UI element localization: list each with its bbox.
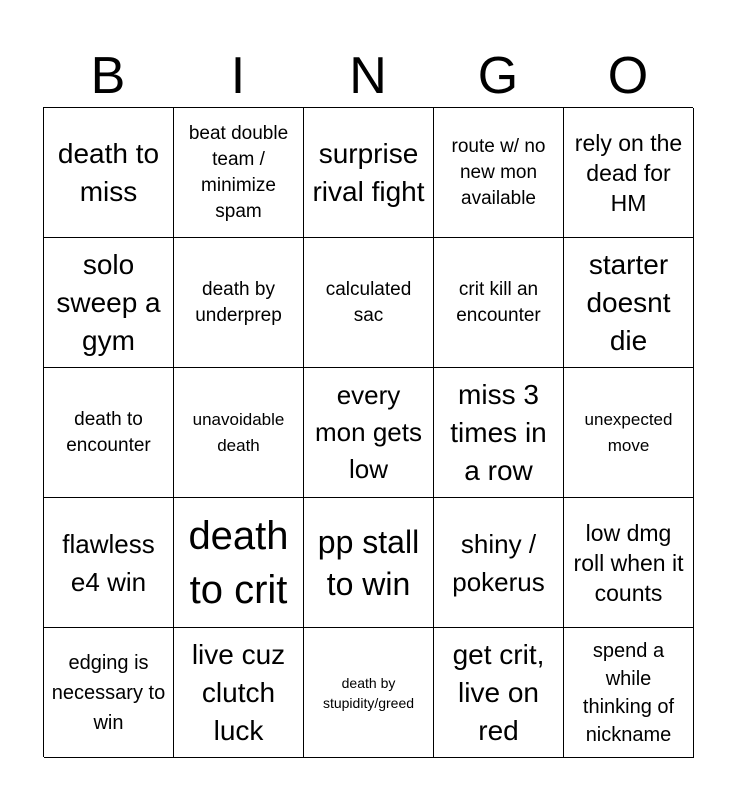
cell-text: route w/ no new mon available [451, 135, 546, 209]
bingo-cell[interactable] [564, 368, 694, 498]
cell-text: death by stupidity/greed [322, 674, 415, 711]
bingo-cell[interactable] [304, 108, 434, 238]
cell-text: death by underprep [195, 278, 282, 326]
cell-text: live cuz clutch luck [191, 638, 286, 746]
bingo-cell[interactable] [564, 238, 694, 368]
cell-text: calculated sac [325, 278, 412, 326]
header-letter-g: G [477, 47, 519, 105]
bingo-cell[interactable] [564, 498, 694, 628]
header-letter-o: O [607, 47, 649, 105]
bingo-cell[interactable] [304, 628, 434, 758]
bingo-cell[interactable] [44, 628, 174, 758]
bingo-cell[interactable] [174, 628, 304, 758]
cell-text: miss 3 times in a row [450, 378, 547, 486]
bingo-cell[interactable] [434, 368, 564, 498]
cell-text: low dmg roll when it counts [573, 519, 684, 606]
cell-text: pp stall to win [317, 523, 420, 602]
bingo-cell[interactable] [304, 368, 434, 498]
bingo-cell[interactable] [564, 108, 694, 238]
bingo-cell[interactable] [174, 108, 304, 238]
cell-text: death to miss [57, 137, 160, 207]
cell-text: shiny / pokerus [452, 528, 545, 597]
cell-text: get crit, live on red [452, 638, 545, 746]
bingo-cell[interactable] [564, 628, 694, 758]
cell-text: unexpected move [584, 409, 673, 455]
cell-text: death to crit [188, 513, 289, 612]
cell-text: death to encounter [66, 408, 151, 456]
bingo-cell[interactable] [44, 368, 174, 498]
bingo-cell[interactable] [44, 498, 174, 628]
bingo-cell[interactable] [434, 108, 564, 238]
cell-text: surprise rival fight [312, 137, 425, 207]
bingo-header [43, 48, 693, 104]
bingo-cell[interactable] [434, 498, 564, 628]
header-letter-b: B [90, 47, 126, 105]
bingo-grid [43, 107, 693, 757]
bingo-cell[interactable] [44, 108, 174, 238]
header-letter-n: N [349, 47, 387, 105]
bingo-cell[interactable] [434, 238, 564, 368]
cell-text: unavoidable death [192, 409, 285, 455]
bingo-cell[interactable] [304, 238, 434, 368]
bingo-cell[interactable] [174, 498, 304, 628]
cell-text: crit kill an encounter [456, 278, 541, 326]
bingo-cell[interactable] [44, 238, 174, 368]
cell-text: spend a while thinking of nickname [582, 639, 675, 746]
header-letter-i: I [230, 47, 246, 105]
bingo-cell[interactable] [174, 238, 304, 368]
cell-text: starter doesnt die [586, 248, 671, 356]
cell-text: every mon gets low [315, 380, 422, 484]
cell-text: solo sweep a gym [56, 248, 161, 356]
cell-text: beat double team / minimize spam [188, 122, 289, 222]
cell-text: rely on the dead for HM [574, 129, 683, 216]
bingo-cell[interactable] [304, 498, 434, 628]
bingo-cell[interactable] [434, 628, 564, 758]
cell-text: flawless e4 win [62, 528, 155, 597]
bingo-cell[interactable] [174, 368, 304, 498]
cell-text: edging is necessary to win [51, 651, 166, 734]
